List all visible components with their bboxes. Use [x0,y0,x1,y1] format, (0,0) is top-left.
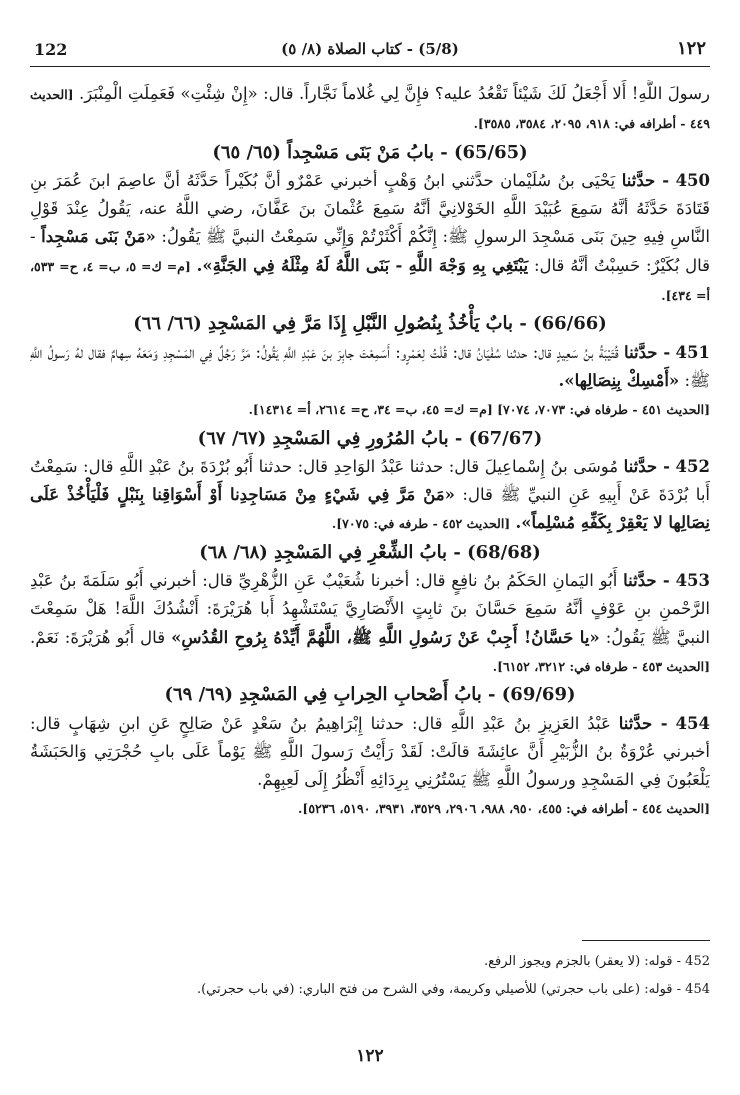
hadith-453 [30,567,710,681]
hadith-451-ref: [الحديث ٤٥١ - طرفاه في: ٧٠٧٣، ٧٠٧٤] [م= ك= ٤٥، ب= ٣٤، ح= ٢٦١٤، أ= ١٤٣١٤]. [248,402,710,418]
footnote-divider [582,940,710,941]
hadith-454-body: عَبْدُ العَزِيزِ بنُ عَبْدِ اللَّهِ قال: حدثنا إِبْرَاهِيمُ بنُ سَعْدٍ عَنْ صَالِحٍ عَنِ ابنِ شِهَابٍ قال: أخبرني عُرْوَةُ بنُ الزُّبَيْرِ أَنَّ عائِشَةَ قالَتْ: لَقَدْ رَأَيْتُ رَسولَ اللَّهِ ﷺ يَوْماً عَلَى بابِ حُجْرَتِي وَالحَبَشَةُ يَلْعَبُونَ فِي المَسْجِدِ ورسولُ اللَّهِ ﷺ يَسْتُرُنِي بِرِدَائِهِ أَنْظُرُ إِلَى لَعِبِهِمْ. [30,713,710,790]
hadith-454 [30,710,710,795]
hadith-451 [30,339,710,396]
hadith-454-ref-line [30,794,710,823]
chapter-69-heading: (69/69) - بابُ أَصْحابِ الحِرابِ فِي المَسْجِدِ (٦٩/ ٦٩) [164,684,576,706]
hadith-452-lead: - حدَّثنا [623,456,671,476]
intro-line-2: الْمِنْبَرَ. [79,84,123,103]
hadith-452-quote: «مَنْ مَرَّ فِي شَيْءٍ مِنْ مَسَاجِدِنا أَوْ أَسْوَاقِنا بِنَبْلٍ فَلْيَأْخُذْ عَلَى نِصَالِها لا يَعْقِرْ بِكَفِّهِ مُسْلِماً». [30,485,710,533]
hadith-453-number: 453 [675,571,710,591]
hadith-452 [30,453,710,539]
page-header [30,36,710,66]
hadith-453-lead: - حدَّثنا [623,571,670,591]
hadith-453-end: قال أَبُو هُرَيْرَةَ: نَعَمْ. [30,627,166,647]
chapter-67-heading: (67/67) - بابُ المُرُورِ فِي المَسْجِدِ (٦٧/ ٦٧) [197,427,543,449]
hadith-451-lead: - حدَّثنا [624,342,671,362]
running-title: (5/8) - كتاب الصلاة (٨/ ٥) [281,40,459,58]
hadith-450-quote-1: «مَنْ بَنَى مَسْجِداً [41,227,156,247]
hadith-454-lead: - حدَّثنا [618,713,668,733]
hadith-450 [30,167,710,310]
intro-line-1: رسولَ اللَّهِ! أَلا أَجْعَلُ لَكَ شَيْئاً تَقْعُدُ عليه؟ فإِنَّ لِي غُلاماً نَجَّاراً. قال: «إِنْ شِئْتِ» فَعَمِلَتِ [127,84,710,103]
footer-page-number: ١٢٢ [356,1046,384,1066]
hadith-454-ref: [الحديث ٤٥٤ - أطرافه في: ٤٥٥، ٩٥٠، ٩٨٨، ٢٩٠٦، ٣٥٢٩، ٣٩٣١، ٥١٩٠، ٥٢٣٦]. [298,801,710,817]
footnotes [30,948,710,1004]
footnote-454: 454 - قوله: (على باب حجرتي) للأصيلي وكريمة، وفي الشرح من فتح الباري: (في باب حجرتي). [196,982,710,997]
hadith-450-quote-2: يَبْتَغِي بِهِ وَجْهَ اللَّهِ - بَنَى اللَّهُ لَهُ مِثْلَهُ فِي الجَنَّةِ». [196,255,529,275]
hadith-450-lead: - حدَّثنا [621,170,670,190]
footnote-452: 452 - قوله: (لا يعقر) بالجزم ويجوز الرفع. [483,954,710,969]
hadith-450-number: 450 [675,170,710,190]
hadith-450-body: يَحْيَى بنُ سُلَيْمان حدَّثني ابنُ وَهْبٍ أخبرني عَمْرٌو أنَّ بُكَيْراً حَدَّثَهُ أنَّ عاصِمَ ابنَ عُمَرَ بنِ قَتَادَةَ حَدَّثَهُ أنَّهُ سَمِعَ عُبَيْدَ اللَّهِ الخَوْلانِيَّ أنَّهُ سَمِعَ عُثْمانَ بنَ عَفَّانَ، رضي اللَّهُ عنه، يَقُولُ عِنْدَ قَوْلِ النَّاسِ فِيهِ حِينَ بَنَى مَسْجِدَ الرسولِ ﷺ: إِنَّكُمْ أَكْثَرْتُمْ وَإِنِّي سَمِعْتُ النبيَّ ﷺ يَقُولُ: [30,170,710,247]
hadith-453-ref: [الحديث ٤٥٣ - طرفاه في: ٣٢١٢، ٦١٥٢]. [492,658,710,674]
hadith-453-body: أَبُو اليَمانِ الحَكَمُ بنُ نافِعٍ قال: أخبرنا شُعَيْبٌ عَنِ الزُّهْرِيِّ قال: أخبرني أَبُو سَلَمَةَ بنُ عَبْدِ الرَّحْمنِ بنِ عَوْفٍ أنَّهُ سَمِعَ حَسَّانَ بنَ ثابِتٍ الأَنْصَارِيَّ يَسْتَشْهِدُ أَبا هُرَيْرَةَ: أَنْشُدُكَ اللَّهَ! هَلْ سَمِعْتَ النبيَّ ﷺ يَقُولُ: [30,571,710,647]
chapter-68-heading: (68/68) - بابُ الشِّعْرِ فِي المَسْجِدِ (٦٨/ ٦٨) [199,541,541,563]
hadith-451-ref-line [30,395,710,424]
hadith-450-ref: [م= ك= ٥، ب= ٤، ح= ٥٣٣، أ= ٤٣٤]. [30,258,710,304]
hadith-451-number: 451 [675,342,710,362]
intro-paragraph [30,80,710,139]
chapter-65-heading: (65/65) - بابُ مَنْ بَنَى مَسْجِداً (٦٥/ ٦٥) [212,141,528,163]
main-text [30,80,710,890]
hadith-452-body: مُوسَى بنُ إِسْماعِيلَ قال: حدثنا عَبْدُ الوَاحِدِ قال: حدثنا أَبُو بُرْدَةَ بنُ عَبْدِ اللَّهِ قال: سَمِعْتُ أَبا بُرْدَةَ عَنْ أَبِيهِ عَنِ النبيِّ ﷺ قال: [30,456,710,505]
hadith-450-mid: - قال بُكَيْرٌ: حَسِبْتُ أنَّهُ قال: [30,227,710,275]
hadith-451-body: قُتَيْبَةُ بنُ سَعِيدٍ قال: حدثنا سُفْيَانُ قال: قُلْتُ لِعَمْرٍو: أَسَمِعْتَ جابِرَ بنَ عَبْدِ اللَّهِ يَقُولُ: مَرَّ رَجُلٌ فِي المَسْجِدِ وَمَعَهُ سِهامٌ فقال لهُ رَسولُ اللَّهِ ﷺ: [30,342,710,390]
hadith-454-number: 454 [675,713,710,733]
hadith-453-quote: «يا حَسَّانُ! أَجِبْ عَنْ رَسُولِ اللَّهِ ﷺ، اللَّهُمَّ أَيِّدْهُ بِرُوحِ القُدُسِ» [171,627,600,647]
hadith-452-ref: [الحديث ٤٥٢ - طرفه في: ٧٠٧٥]. [331,516,511,532]
header-divider [30,66,710,67]
intro-ref: [الحديث ٤٤٩ - أطرافه في: ٩١٨، ٢٠٩٥، ٣٥٨٤، ٣٥٨٥]. [30,87,710,132]
hadith-451-quote: «أَمْسِكْ بِنِصَالِها». [558,370,680,390]
hadith-452-number: 452 [675,456,710,476]
page-number-arabic: ١٢٢ [676,38,706,59]
page-number-latin: 122 [34,40,68,59]
chapter-66-heading: (66/66) - بابٌ يَأْخُذُ بِنُصُولِ النَّبْلِ إِذَا مَرَّ فِي المَسْجِدِ (٦٦/ ٦٦) [133,313,607,335]
